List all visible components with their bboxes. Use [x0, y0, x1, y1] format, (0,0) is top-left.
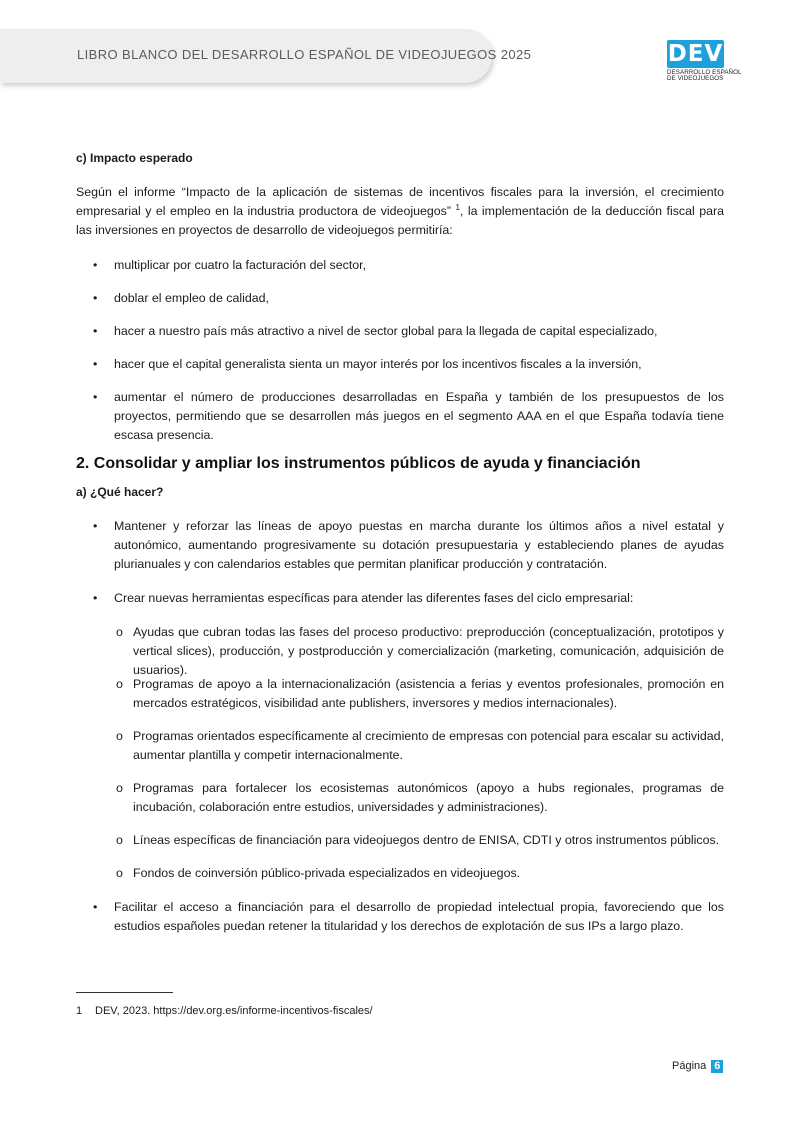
bullet-icon: • — [93, 900, 98, 914]
impact-intro-text: Según el informe “Impacto de la aplicación de sistemas de incentivos fiscales para la inversión, el crecimiento empresarial y el empleo en la industria productora de videojuegos” — [76, 185, 724, 218]
circle-bullet-icon: o — [116, 781, 123, 795]
page-indicator — [672, 1060, 723, 1073]
list-item — [93, 289, 724, 308]
footnote — [76, 1005, 373, 1017]
footnote-ref[interactable]: 1 — [455, 202, 460, 212]
list-item-text: Mantener y reforzar las líneas de apoyo puestas en marcha durante los últimos años a nivel estatal y autonómico, aumentando progresivamente su dotación presupuestaria y estableciendo planes de ayudas plurianuales y con calendarios estables que permitan planificar producción y contratación. — [114, 519, 724, 571]
footnote-text[interactable]: DEV, 2023. https://dev.org.es/informe-incentivos-fiscales/ — [95, 1005, 373, 1017]
sub-list-item — [116, 623, 724, 680]
list-item — [93, 355, 724, 374]
bullet-icon: • — [93, 357, 98, 371]
sub-list-item — [116, 675, 724, 713]
bullet-icon: • — [93, 324, 98, 338]
list-item-text: hacer que el capital generalista sienta un mayor interés por los incentivos fiscales a la inversión, — [114, 357, 642, 371]
list-item-text: Crear nuevas herramientas específicas para atender las diferentes fases del ciclo empresarial: — [114, 591, 634, 605]
dev-logo — [667, 40, 742, 83]
sub-list-item — [116, 779, 724, 817]
sub-list-item-text: Fondos de coinversión público-privada especializados en videojuegos. — [133, 866, 521, 880]
sub-list-item — [116, 831, 724, 850]
list-item-text: multiplicar por cuatro la facturación del sector, — [114, 258, 367, 272]
sub-list-item-text: Programas de apoyo a la internacionalización (asistencia a ferias y eventos profesionales, promoción en mercados estratégicos, visibilidad ante publishers, inversores y medios internacionales). — [133, 677, 724, 710]
sub-list-item-text: Programas orientados específicamente al crecimiento de empresas con potencial para escalar su actividad, aumentar plantilla y competir internacionalmente. — [133, 729, 724, 762]
bullet-icon: • — [93, 390, 98, 404]
list-item-text: Facilitar el acceso a financiación para el desarrollo de propiedad intelectual propia, favoreciendo que los estudios españoles puedan retener la titularidad y los derechos de explotación de sus IPs a largo plazo. — [114, 900, 724, 933]
list-item — [93, 388, 724, 445]
bullet-icon: • — [93, 291, 98, 305]
footnote-number: 1 — [76, 1005, 83, 1017]
bullet-icon: • — [93, 258, 98, 272]
list-item-text: doblar el empleo de calidad, — [114, 291, 269, 305]
impact-intro-text-end: , la implementación de la deducción fiscal para las inversiones en proyectos de desarrollo de videojuegos permitiría: — [76, 204, 724, 237]
dev-logo-subtitle-2: DE VIDEOJUEGOS — [667, 75, 724, 83]
page-label: Página — [672, 1060, 707, 1072]
circle-bullet-icon: o — [116, 729, 123, 743]
sub-list-item-text: Líneas específicas de financiación para videojuegos dentro de ENISA, CDTI y otros instrumentos públicos. — [133, 833, 720, 847]
list-item — [93, 898, 724, 936]
list-item — [93, 322, 724, 341]
bullet-icon: • — [93, 591, 98, 605]
section-heading: 2. Consolidar y ampliar los instrumentos públicos de ayuda y financiación — [76, 455, 641, 472]
document-title: LIBRO BLANCO DEL DESARROLLO ESPAÑOL DE VIDEOJUEGOS 2025 — [77, 47, 532, 62]
bullet-icon: • — [93, 519, 98, 533]
list-item — [93, 517, 724, 574]
circle-bullet-icon: o — [116, 866, 123, 880]
impact-heading: c) Impacto esperado — [76, 151, 193, 165]
list-item-text: aumentar el número de producciones desarrolladas en España y también de los presupuestos de los proyectos, permitiendo que se desarrollen más juegos en el segmento AAA en el que España todavía tiene escasa presencia. — [114, 390, 724, 442]
circle-bullet-icon: o — [116, 677, 123, 691]
dev-logo-subtitle-1: DESARROLLO ESPAÑOL — [667, 69, 742, 76]
sub-list-item — [116, 864, 724, 883]
sub-list-item-text: Programas para fortalecer los ecosistemas autonómicos (apoyo a hubs regionales, programas de incubación, colaboración entre estudios, universidades y administraciones). — [133, 781, 724, 814]
footnote-divider — [76, 992, 173, 993]
dev-logo-mark: DEV — [667, 41, 724, 67]
circle-bullet-icon: o — [116, 833, 123, 847]
sub-list-item — [116, 727, 724, 765]
what-to-do-heading: a) ¿Qué hacer? — [76, 485, 164, 499]
page-number-badge: 6 — [711, 1060, 723, 1073]
list-item — [93, 589, 724, 608]
impact-intro — [76, 183, 724, 240]
list-item — [93, 256, 724, 275]
list-item-text: hacer a nuestro país más atractivo a nivel de sector global para la llegada de capital especializado, — [114, 324, 658, 338]
sub-list-item-text: Ayudas que cubran todas las fases del proceso productivo: preproducción (conceptualización, prototipos y vertical slices), producción, y postproducción y comercialización (marketing, comunicación, adquisición de usuarios). — [133, 625, 724, 677]
circle-bullet-icon: o — [116, 625, 123, 639]
